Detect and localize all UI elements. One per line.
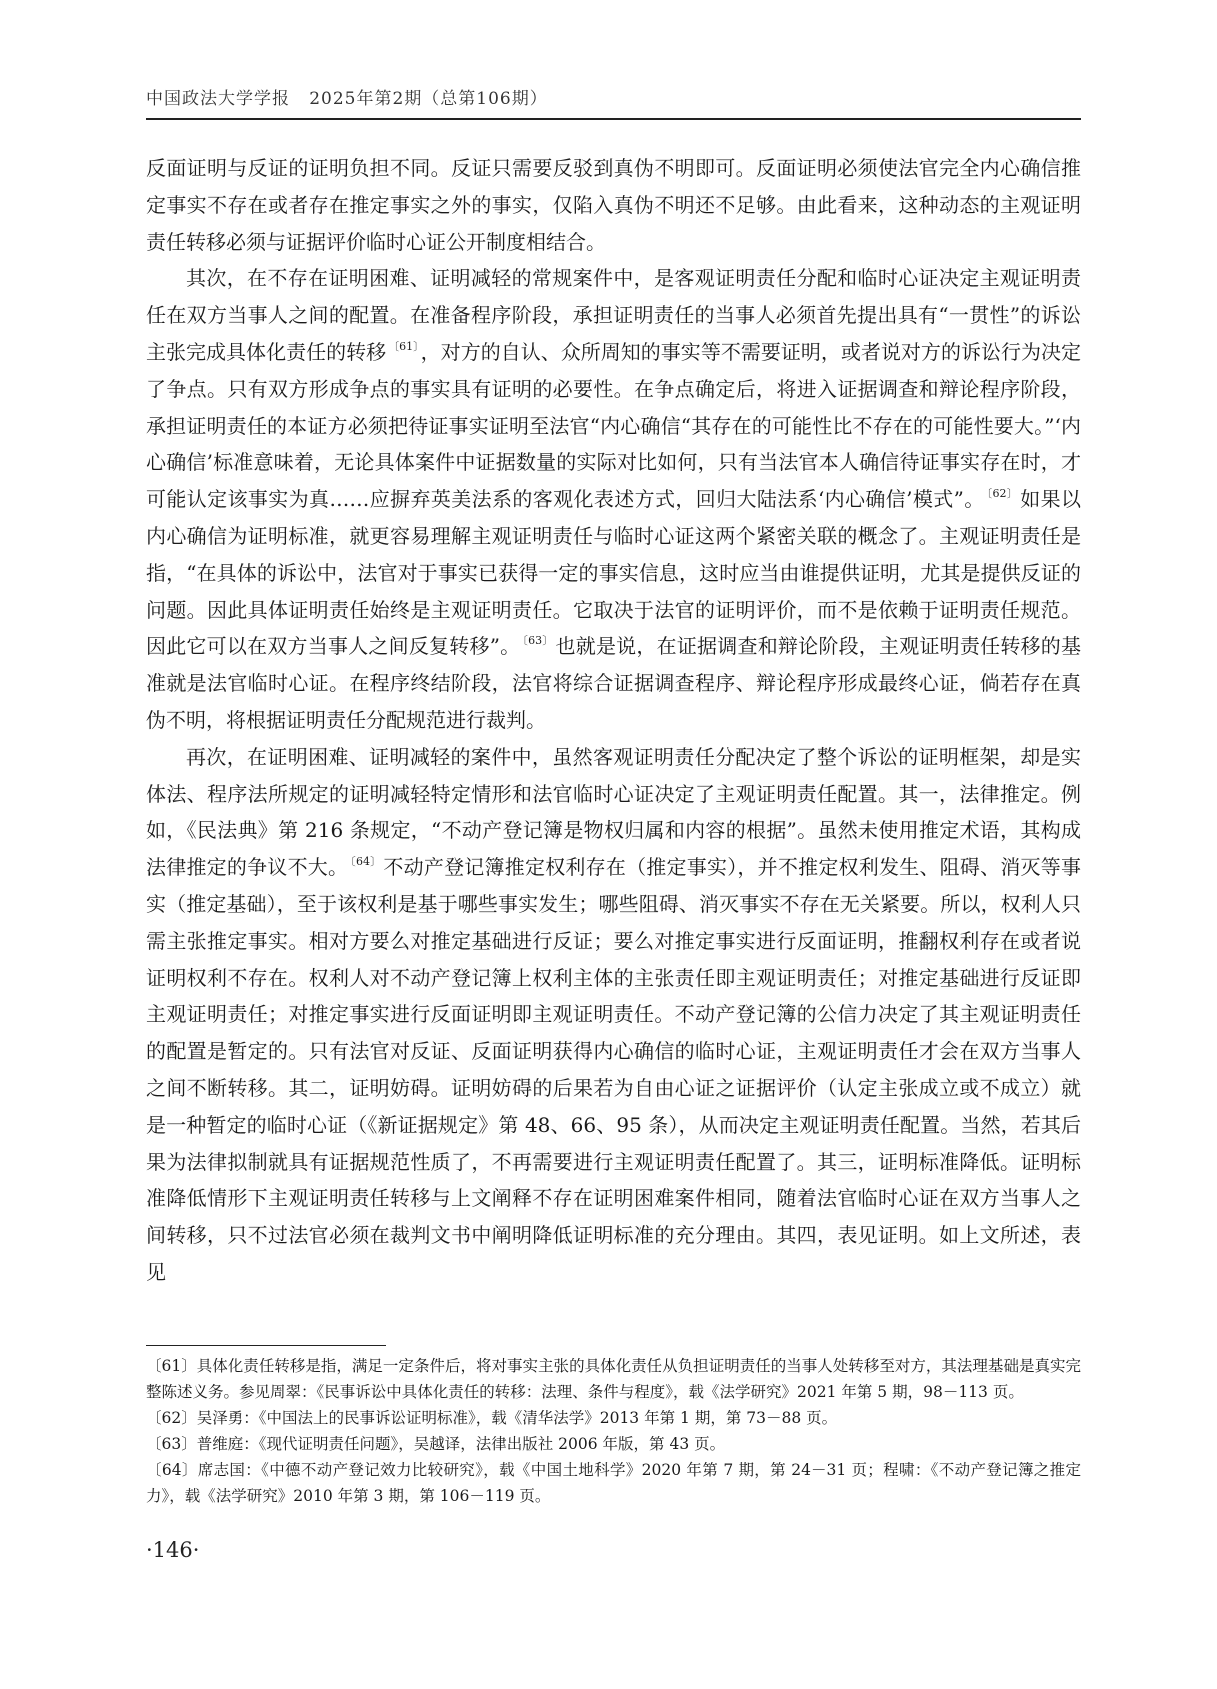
paragraph-text: 其次，在不存在证明困难、证明减轻的常规案件中，是客观证明责任分配和临时心证决定主观证明责任在双方当事人之间的配置。在准备程序阶段，承担证明责任的当事人必须首先提出具有“一贯性”的诉讼主张完成具体化责任的转移 [146,266,1081,364]
paragraph-text: 如果以内心确信为证明标准，就更容易理解主观证明责任与临时心证这两个紧密关联的概念了。主观证明责任是指，“在具体的诉讼中，法官对于事实已获得一定的事实信息，这时应当由谁提供证明，尤其是提供反证的问题。因此具体证明责任始终是主观证明责任。它取决于法官的证明评价，而不是依赖于证明责任规范。因此它可以在双方当事人之间反复转移”。 [146,487,1081,659]
running-head [146,84,1081,109]
paragraph-text: 也就是说，在证据调查和辩论阶段，主观证明责任转移的基准就是法官临时心证。在程序终结阶段，法官将综合证据调查程序、辩论程序形成最终心证，倘若存在真伪不明，将根据证明责任分配规范进行裁判。 [146,634,1081,732]
body-paragraph [146,260,1081,738]
footnote-item: 〔62〕吴泽勇：《中国法上的民事诉讼证明标准》，载《清华法学》2013 年第 1 期，第 73－88 页。 [146,1409,838,1427]
journal-name: 中国政法大学学报 [146,89,290,109]
page-number: ·146· [146,1538,200,1562]
body-paragraph [146,150,1081,260]
footnote-ref[interactable]: 〔63〕 [522,634,554,648]
footnote-item: 〔64〕席志国：《中德不动产登记效力比较研究》，载《中国土地科学》2020 年第 7 期，第 24－31 页；程啸：《不动产登记簿之推定力》，载《法学研究》2010 年第 3 期，第 106－119 页。 [146,1461,1081,1505]
footnote-item: 〔61〕具体化责任转移是指，满足一定条件后，将对事实主张的具体化责任从负担证明责任的当事人处转移至对方，其法理基础是真实完整陈述义务。参见周翠：《民事诉讼中具体化责任的转移：法理、条件与程度》，载《法学研究》2021 年第 5 期，98－113 页。 [146,1357,1081,1401]
body-paragraph [146,739,1081,1291]
footnote-ref[interactable]: 〔64〕 [350,855,382,869]
footnote-ref[interactable]: 〔61〕 [388,339,419,353]
body-text [146,150,1081,1291]
journal-page [146,0,1081,1689]
footnotes [146,1353,1081,1509]
footnote-rule [146,1345,386,1346]
paragraph-text: 再次，在证明困难、证明减轻的案件中，虽然客观证明责任分配决定了整个诉讼的证明框架，却是实体法、程序法所规定的证明减轻特定情形和法官临时心证决定了主观证明责任配置。其一，法律推定。例如，《民法典》第 216 条规定，“不动产登记簿是物权归属和内容的根据”。虽然未使用推定术语，其构成法律推定的争议不大。 [146,744,1081,880]
paragraph-text: 不动产登记簿推定权利存在（推定事实），并不推定权利发生、阻碍、消灭等事实（推定基础），至于该权利是基于哪些事实发生；哪些阻碍、消灭事实不存在无关紧要。所以，权利人只需主张推定事实。相对方要么对推定基础进行反证；要么对推定事实进行反面证明，推翻权利存在或者说证明权利不存在。权利人对不动产登记簿上权利主体的主张责任即主观证明责任；对推定基础进行反证即主观证明责任；对推定事实进行反面证明即主观证明责任。不动产登记簿的公信力决定了其主观证明责任的配置是暂定的。只有法官对反证、反面证明获得内心确信的临时心证，主观证明责任才会在双方当事人之间不断转移。其二，证明妨碍。证明妨碍的后果若为自由心证之证据评价（认定主张成立或不成立）就是一种暂定的临时心证（《新证据规定》第 48、66、95 条），从而决定主观证明责任配置。当然，若其后果为法律拟制就具有证据规范性质了，不再需要进行主观证明责任配置了。其三，证明标准降低。证明标准降低情形下主观证明责任转移与上文阐释不存在证明困难案件相同，随着法官临时心证在双方当事人之间转移，只不过法官必须在裁判文书中阐明降低证明标准的充分理由。其四，表见证明。如上文所述，表见 [146,855,1082,1284]
footnote-item: 〔63〕普维庭：《现代证明责任问题》，吴越译，法律出版社 2006 年版，第 43 页。 [146,1435,726,1453]
header-rule [146,118,1081,120]
footnote-ref[interactable]: 〔62〕 [986,487,1019,501]
paragraph-text: 反面证明与反证的证明负担不同。反证只需要反驳到真伪不明即可。反面证明必须使法官完全内心确信推定事实不存在或者存在推定事实之外的事实，仅陷入真伪不明还不足够。由此看来，这种动态的主观证明责任转移必须与证据评价临时心证公开制度相结合。 [146,156,1081,254]
issue-info: 2025年第2期（总第106期） [309,89,548,109]
paragraph-text: ，对方的自认、众所周知的事实等不需要证明，或者说对方的诉讼行为决定了争点。只有双方形成争点的事实具有证明的必要性。在争点确定后，将进入证据调查和辩论程序阶段，承担证明责任的本证方必须把待证事实证明至法官“内心确信“其存在的可能性比不存在的可能性要大。”‘内心确信’标准意味着，无论具体案件中证据数量的实际对比如何，只有当法官本人确信待证事实存在时，才可能认定该事实为真……应摒弃英美法系的客观化表述方式，回归大陆法系‘内心确信’模式”。 [146,339,1082,512]
